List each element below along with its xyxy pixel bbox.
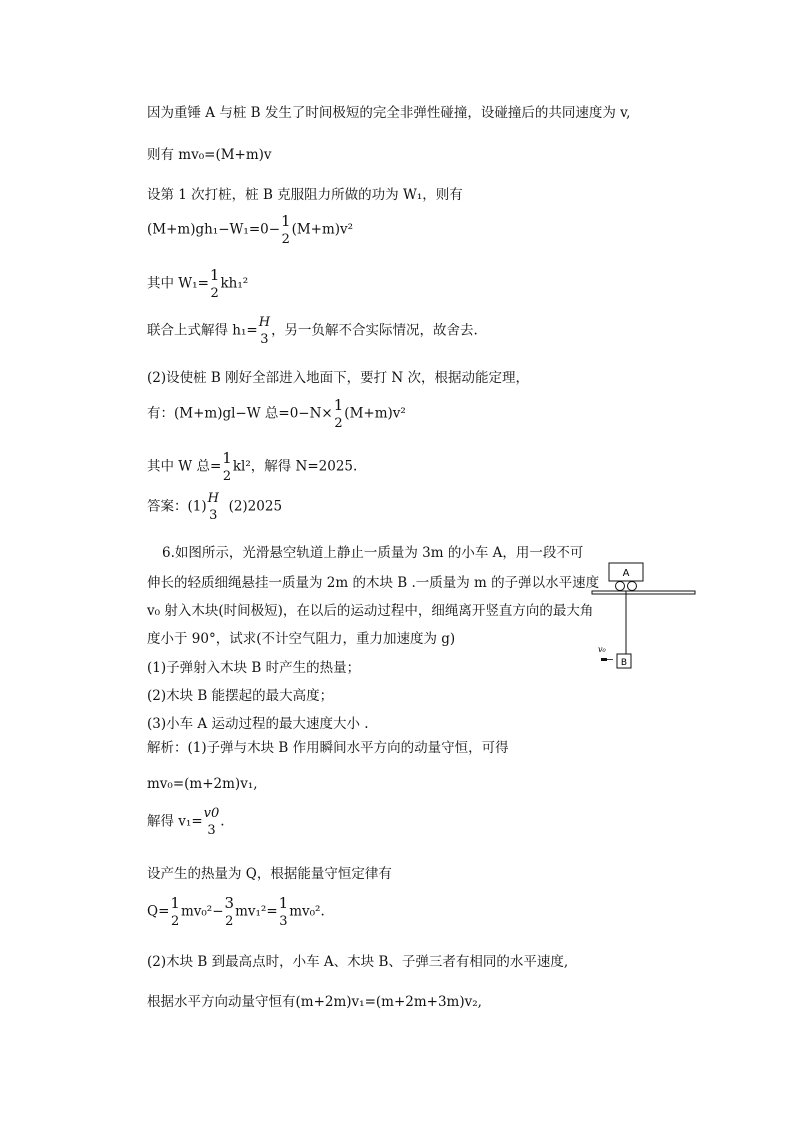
solution-momentum-2: 根据水平方向动量守恒有(m+2m)v₁=(m+2m+3m)v₂, xyxy=(147,994,482,1010)
question-6-sub-2: (2)木块 B 能摆起的最大高度； xyxy=(147,688,334,704)
cart-wheel-left xyxy=(616,582,625,591)
equation-right: . xyxy=(220,813,225,830)
equation-right: (M+m)v² xyxy=(344,405,406,422)
equation-right: kl²，解得 N=2025. xyxy=(232,458,358,475)
question-6-line-2: 伸长的轻质细绳悬挂一质量为 2m 的木块 B .一质量为 m 的子弹以水平速度 xyxy=(147,575,600,591)
block-label: B xyxy=(620,658,628,668)
equation-solution-h1 xyxy=(147,316,478,346)
equation-right: ，另一负解不合实际情况，故舍去. xyxy=(271,322,478,339)
fraction-one-third: 1 3 xyxy=(278,894,289,929)
equation-total-work xyxy=(147,398,406,430)
fraction-one-half: 1 2 xyxy=(209,266,220,301)
text-line: (2)设使桩 B 刚好全部进入地面下，要打 N 次，根据动能定理， xyxy=(147,370,530,386)
answer-part-2: (2)2025 xyxy=(228,498,283,515)
question-6-sub-3: (3)小车 A 运动过程的最大速度大小 . xyxy=(147,716,369,732)
text-line: 因为重锤 A 与桩 B 发生了时间极短的完全非弹性碰撞，设碰撞后的共同速度为 v, xyxy=(147,105,631,121)
cart-pendulum-diagram xyxy=(588,556,698,674)
question-6-line-4: 度小于 90°，试求(不计空气阻力，重力加速度为 g) xyxy=(147,631,456,647)
text-line: 设第 1 次打桩，桩 B 克服阻力所做的功为 W₁，则有 xyxy=(147,187,463,203)
fraction-one-half: 1 2 xyxy=(222,449,232,484)
fraction-v0-over-3: v0 3 xyxy=(203,806,220,838)
equation-left: 有：(M+m)gl−W 总=0−N× xyxy=(147,405,333,422)
answer-label: 答案：(1) xyxy=(147,498,207,515)
solution-line-2: (2)木块 B 到最高点时，小车 A、木块 B、子弹三者有相同的水平速度, xyxy=(147,954,569,970)
equation-right: (M+m)v² xyxy=(291,221,354,238)
cart-wheel-right xyxy=(628,582,637,591)
question-6-sub-1: (1)子弹射入木块 B 时产生的热量； xyxy=(147,660,361,676)
fraction-one-half: 1 2 xyxy=(170,894,180,929)
solution-line-heat: 设产生的热量为 Q，根据能量守恒定律有 xyxy=(147,866,392,882)
track xyxy=(592,591,695,594)
answer-line xyxy=(147,492,282,522)
solution-line-1: 解析：(1)子弹与木块 B 作用瞬间水平方向的动量守恒，可得 xyxy=(147,740,509,756)
fraction-one-half: 1 2 xyxy=(281,212,291,247)
equation-total-resistance xyxy=(147,451,357,483)
equation-left: (M+m)gh₁−W₁=0− xyxy=(147,221,281,238)
velocity-label: v₀ xyxy=(598,645,606,654)
fraction-one-half: 1 2 xyxy=(333,396,344,431)
solution-heat-equation xyxy=(147,896,325,928)
equation-left: 联合上式解得 h₁= xyxy=(147,322,258,339)
equation-left: 其中 W₁= xyxy=(147,275,209,292)
fraction-h-over-3: H 3 xyxy=(258,315,271,347)
solution-v1 xyxy=(147,807,225,837)
equation-left: 其中 W 总= xyxy=(147,458,222,475)
cart-label: A xyxy=(622,568,630,579)
equation-term-c: mv₀². xyxy=(289,903,325,920)
question-6-line-1: 6.如图所示，光滑悬空轨道上静止一质量为 3m 的小车 A，用一段不可 xyxy=(162,545,584,561)
fraction-h-over-3: H 3 xyxy=(207,491,219,523)
equation-work-energy xyxy=(147,214,353,246)
equation-term-a: mv₀²− xyxy=(180,903,224,920)
fraction-three-halves: 3 2 xyxy=(224,894,235,929)
solution-momentum: mv₀=(m+2m)v₁, xyxy=(147,776,258,792)
equation-momentum: 则有 mv₀=(M+m)v xyxy=(147,147,272,163)
equation-right: kh₁² xyxy=(220,275,249,292)
equation-work-resistance xyxy=(147,268,248,300)
question-6-line-3: v₀ 射入木块(时间极短)，在以后的运动过程中，细绳离开竖直方向的最大角 xyxy=(147,603,594,619)
equation-q: Q= xyxy=(147,903,170,920)
equation-term-b: mv₁²= xyxy=(235,903,278,920)
bullet xyxy=(601,658,607,661)
equation-left: 解得 v₁= xyxy=(147,813,203,830)
cart-pendulum-figure xyxy=(588,556,698,674)
